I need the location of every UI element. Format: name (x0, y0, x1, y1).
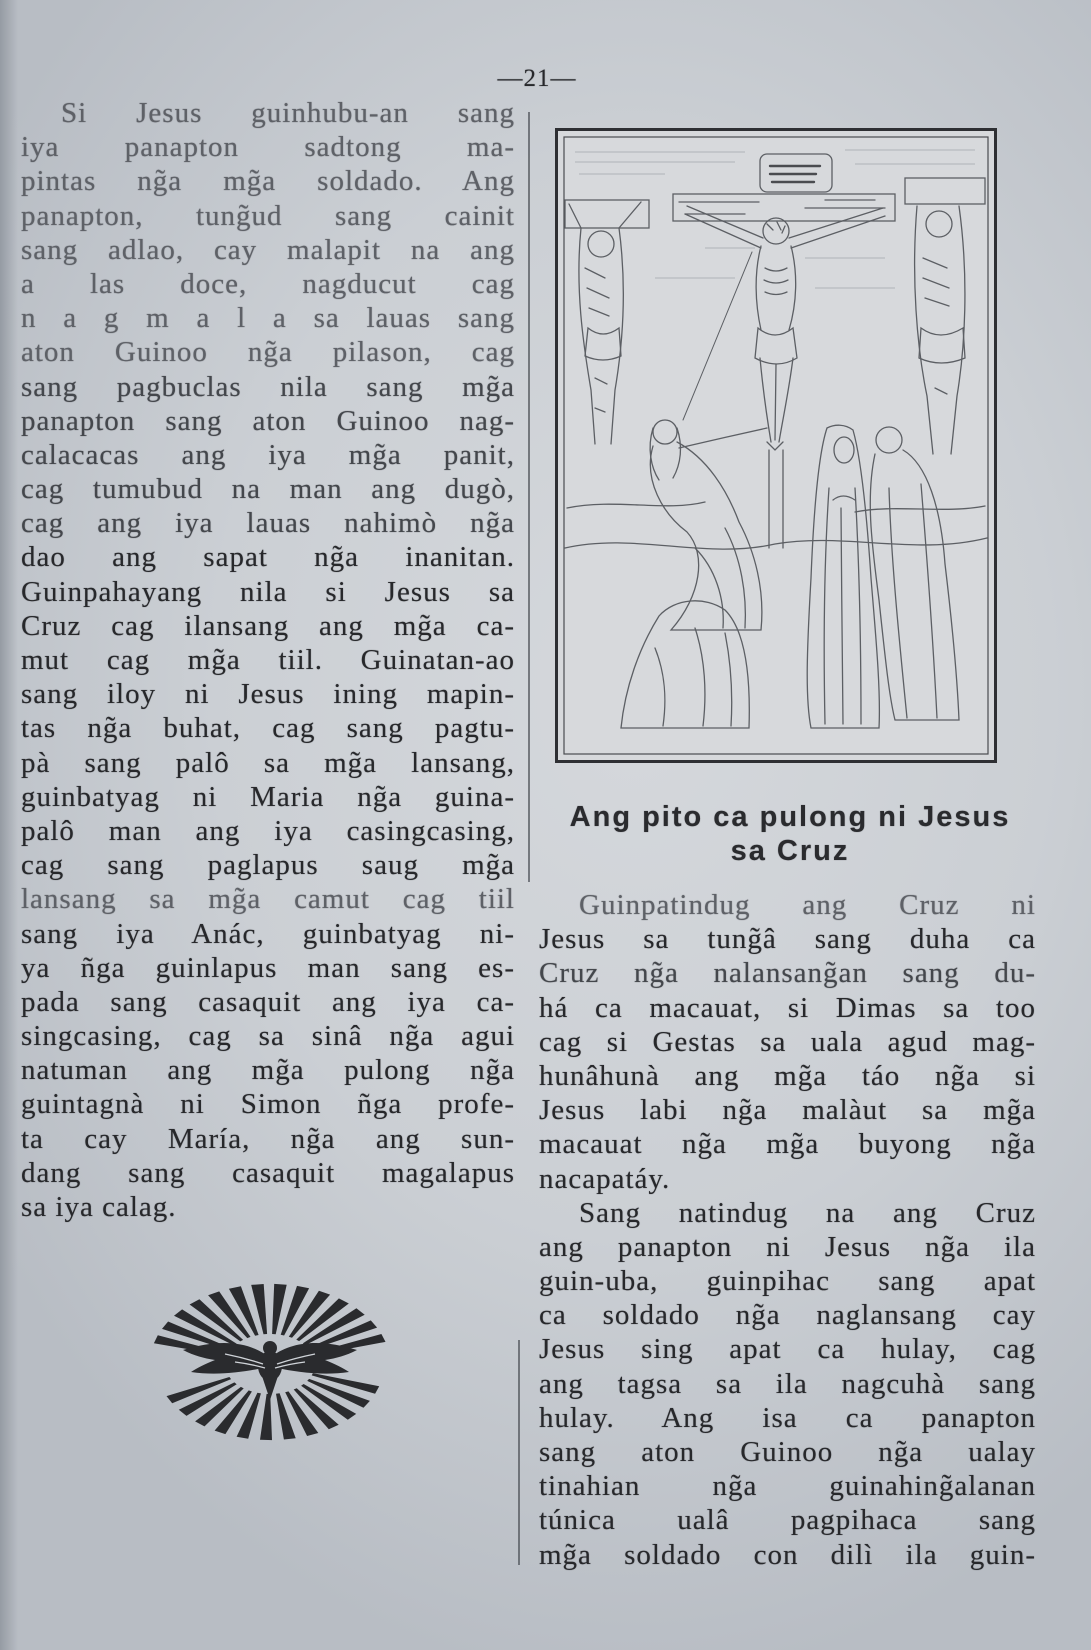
text-line: singcasing, cag sa sinâ ng̃a agui (21, 1020, 515, 1053)
text-line: hunâhunà ang mg̃a táo ng̃a si (539, 1059, 1036, 1092)
caption-line: Ang pito ca pulong ni Jesus (569, 801, 1011, 833)
text-line: há ca macauat, si Dimas sa too (539, 991, 1036, 1024)
page-number: —21— (497, 65, 577, 92)
text-line: macauat ng̃a mg̃a buyong ng̃a (539, 1128, 1036, 1161)
text-line: túnica ualâ pagpihaca sang (539, 1504, 1036, 1537)
text-line: cag tumubud na man ang dugò, (21, 473, 515, 506)
text-line: sang pagbuclas nila sang mg̃a (21, 370, 515, 403)
text-line: sang iya Anác, guinbatyag ni- (21, 917, 515, 950)
text-line: aton Guinoo ng̃a pilason, cag (21, 336, 515, 369)
text-line: guinbatyag ni Maria ng̃a guina- (21, 780, 515, 813)
text-line: mg̃a soldado con dilì ila guin- (539, 1538, 1036, 1571)
figure (555, 128, 997, 763)
text-line: iya panapton sadtong ma- (21, 131, 515, 164)
caption-line: sa Cruz (730, 835, 850, 867)
binding-shadow (0, 0, 18, 1650)
text-line: ang panapton ni Jesus ng̃a ila (539, 1230, 1036, 1263)
ornament-ray (237, 1393, 261, 1439)
text-line: nacapatáy. (539, 1162, 671, 1195)
right-column (539, 888, 1036, 1572)
text-line: hulay. Ang isa ca panapton (539, 1401, 1036, 1434)
text-line: ta cay María, ng̃a ang sun- (21, 1122, 515, 1155)
text-line: Cruz cag ilansang ang mg̃a ca- (21, 609, 515, 642)
text-line: Guinpahayang nila si Jesus sa (21, 575, 515, 608)
dove-ornament (125, 1276, 415, 1446)
text-line: lansang sa mg̃a camut cag tiil (21, 883, 515, 916)
text-line: sang aton Guinoo ng̃a ualay (539, 1436, 1036, 1468)
text-line: a las doce, nagducut cag (21, 267, 515, 300)
text-line: panapton sang aton Guinoo nag- (21, 404, 515, 437)
text-line: cag ang iya lauas nahimò ng̃a (21, 507, 515, 540)
text-line: cag si Gestas sa uala agud mag- (539, 1025, 1036, 1058)
ornament-ray (312, 1373, 380, 1394)
text-line: ca soldado ng̃a naglansang cay (539, 1299, 1036, 1332)
text-line: cag sang paglapus saug mg̃a (21, 849, 515, 882)
text-line: Jesus labi ng̃a malàut sa mg̃a (539, 1094, 1036, 1127)
text-line: ya ñga guinlapus man sang es- (21, 951, 515, 984)
text-line: Guinpatindug ang Cruz ni (579, 889, 1036, 921)
left-column (21, 96, 515, 1224)
text-line: sang adlao, cay malapit na ang (21, 233, 515, 266)
ornament-ray (260, 1394, 272, 1440)
text-line: guin-uba, guinpihac sang apat (539, 1265, 1036, 1298)
text-line: pintas ng̃a mg̃a soldado. Ang (21, 165, 515, 198)
text-line: Jesus sing apat ca hulay, cag (539, 1333, 1036, 1366)
text-line: dao ang sapat ng̃a inanitan. (21, 541, 515, 574)
text-line: Jesus sa tung̃â sang duha ca (539, 923, 1036, 956)
text-line: Sang natindug na ang Cruz (579, 1196, 1036, 1229)
text-line: calacacas ang iya mg̃a panit, (21, 438, 515, 471)
text-line: sa iya calag. (21, 1191, 177, 1223)
text-line: Cruz ng̃a nalansang̃an sang du- (539, 957, 1036, 990)
text-line: Si Jesus guinhubu-an sang (61, 97, 515, 129)
text-line: dang sang casaquit magalapus (21, 1156, 515, 1189)
text-line: tas ng̃a buhat, cag sang pagtu- (21, 712, 515, 745)
column-rule (528, 112, 530, 882)
text-line: natuman ang mg̃a pulong ng̃a (21, 1054, 515, 1087)
ornament (125, 1276, 415, 1446)
text-line: ang tagsa sa ila nagcuhà sang (539, 1367, 1036, 1400)
text-line: sang iloy ni Jesus ining mapin- (21, 678, 515, 711)
crucifixion-illustration (555, 128, 997, 763)
text-line: panapton, tung̃ud sang cainit (21, 199, 515, 232)
text-line: tinahian ng̃a guinahing̃alanan (539, 1470, 1036, 1503)
text-line: palô man ang iya casingcasing, (21, 814, 515, 847)
text-line: pada sang casaquit ang iya ca- (21, 985, 515, 1018)
text-line: pà sang palô sa mg̃a lansang, (21, 746, 515, 779)
column-rule (518, 1340, 520, 1565)
text-line: guintagnà ni Simon ñga profe- (21, 1088, 515, 1121)
figure-caption (545, 800, 1035, 868)
text-line: n a g m a l a sa lauas sang (21, 302, 515, 335)
text-line: mut cag mg̃a tiil. Guinatan-ao (21, 644, 515, 676)
